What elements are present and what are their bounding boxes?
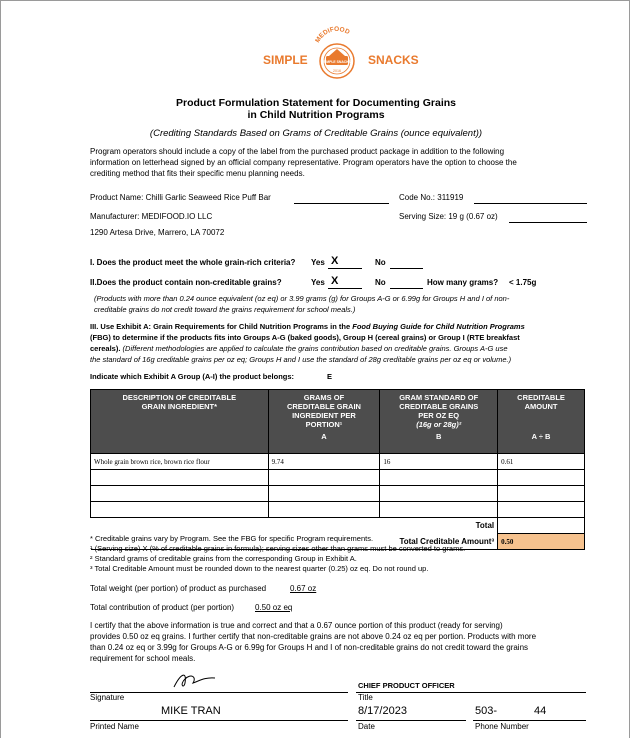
logo-arc-text: MEDIFOOD xyxy=(314,25,351,45)
code-no-field: Code No.: 311919 xyxy=(399,193,464,202)
phone-label: Phone Number xyxy=(475,722,529,731)
q2-how-many-label: How many grams? xyxy=(427,278,499,287)
title-line2: in Child Nutrition Programs xyxy=(247,109,385,121)
q1-no-label: No xyxy=(375,258,386,267)
footnote: ¹ (Serving size) X (% of creditable grains in formula); serving sizes other than grams must be converted to grams. xyxy=(90,544,466,553)
header-creditable-amount: CREDITABLE AMOUNT A ÷ B xyxy=(498,390,585,454)
table-row xyxy=(91,486,585,502)
title-line1: Product Formulation Statement for Documenting Grains xyxy=(175,97,457,109)
manufacturer-field: Manufacturer: MEDIFOOD.IO LLC xyxy=(90,212,213,221)
total-row xyxy=(91,518,585,534)
product-name-field: Product Name: Chilli Garlic Seaweed Rice Puff Bar xyxy=(90,193,271,202)
q3-line3: cereals). (Different methodologies are applied to calculate the grains contribution based on creditable grains. Groups A-G use xyxy=(90,344,508,353)
q1-label: I. Does the product meet the whole grain-rich criteria? xyxy=(90,258,296,267)
total-contribution-value: 0.50 oz eq xyxy=(255,603,293,612)
certify-line: I certify that the above information is true and correct and that a 0.67 ounce portion of this product (ready for serving) xyxy=(90,621,503,630)
q2-yes-mark: X xyxy=(331,275,339,287)
title-label: Title xyxy=(358,693,373,702)
footnote: * Creditable grains vary by Program. See the FBG for specific Program requirements. xyxy=(90,534,374,543)
q1-yes-label: Yes xyxy=(311,258,325,267)
header-gram-standard: GRAM STANDARD OF CREDITABLE GRAINS PER OZ EQ (16g or 28g)² B xyxy=(380,390,498,454)
total-weight-label: Total weight (per portion) of product as purchased xyxy=(90,584,267,593)
q3-line2: (FBG) to determine if the products fits into Groups A-G (baked goods), Group H (cereal grains) or Group I (RTE breakfast xyxy=(90,333,520,342)
logo-left-word: SIMPLE xyxy=(263,53,308,67)
phone-part2: 44 xyxy=(534,705,547,717)
table-row xyxy=(91,502,585,518)
grain-table xyxy=(90,389,585,550)
handwritten-signature-icon xyxy=(171,669,217,691)
q2-yes-label: Yes xyxy=(311,278,325,287)
total-contribution-label: Total contribution of product (per portion) xyxy=(90,603,235,612)
q2-label: II.Does the product contain non-creditable grains? xyxy=(90,278,282,287)
date-value: 8/17/2023 xyxy=(358,705,407,717)
indicate-group-value: E xyxy=(327,372,333,381)
q1-yes-mark: X xyxy=(331,255,339,267)
q2-note-line: (Products with more than 0.24 ounce equivalent (oz eq) or 3.99 grams (g) for Groups A-G or 6.99g for Groups H and I of non- xyxy=(94,294,510,303)
certify-line: provides 0.50 oz eq grains. I further certify that non-creditable grains are not above 0.24 oz eq per portion. Products with more xyxy=(90,632,537,641)
logo-year: 2016 xyxy=(333,69,341,73)
medifood-logo-icon xyxy=(309,23,365,85)
total-creditable-value: 0.50 xyxy=(498,534,585,550)
intro-line: Program operators should include a copy of the label from the purchased product package in addition to the following xyxy=(90,147,505,156)
date-label: Date xyxy=(358,722,375,731)
logo-right-word: SNACKS xyxy=(368,53,419,67)
q2-no-label: No xyxy=(375,278,386,287)
total-label: Total xyxy=(91,518,498,534)
indicate-group-label: Indicate which Exhibit A Group (A-I) the product belongs: xyxy=(90,372,295,381)
total-creditable-label: Total Creditable Amount³ xyxy=(91,534,498,550)
total-weight-value: 0.67 oz xyxy=(290,584,317,593)
header-grams: GRAMS OF CREDITABLE GRAIN INGREDIENT PER PORTION¹ A xyxy=(268,390,380,454)
serving-size-field: Serving Size: 19 g (0.67 oz) xyxy=(399,212,498,221)
certify-line: requirement for school meals. xyxy=(90,654,196,663)
header-description: DESCRIPTION OF CREDITABLE GRAIN INGREDIENT* xyxy=(91,390,269,454)
signature-label: Signature xyxy=(90,693,125,702)
svg-text:MEDIFOOD xyxy=(314,26,351,44)
footnote: ³ Total Creditable Amount must be rounded down to the nearest quarter (0.25) oz eq. Do not round up. xyxy=(90,564,429,573)
q2-how-many-value: < 1.75g xyxy=(509,278,537,287)
phone-part1: 503- xyxy=(475,705,498,717)
table-row: Whole grain brown rice, brown rice flour 9.74 16 0.61 xyxy=(91,454,585,470)
footnote: ² Standard grams of creditable grains from the corresponding Group in Exhibit A. xyxy=(90,554,357,563)
table-header-row xyxy=(91,390,585,454)
q3-line4: the standard of 16g creditable grains per oz eq; Groups H and I use the standard of 28g creditable grains per oz eq or volume.) xyxy=(90,355,512,364)
subtitle: (Crediting Standards Based on Grams of Creditable Grains (ounce equivalent)) xyxy=(149,128,483,139)
printed-name-label: Printed Name xyxy=(90,722,139,731)
total-value xyxy=(498,518,585,534)
address-field: 1290 Artesa Drive, Marrero, LA 70072 xyxy=(90,228,225,237)
title-value: CHIEF PRODUCT OFFICER xyxy=(358,681,455,690)
logo-badge-text: SIMPLE SNACKS xyxy=(323,60,351,64)
table-row xyxy=(91,470,585,486)
q3-line1: III. Use Exhibit A: Grain Requirements for Child Nutrition Programs in the Food Buying Guide for Child Nutrition Programs xyxy=(90,322,525,331)
printed-name-value: MIKE TRAN xyxy=(161,705,221,717)
certify-line: than 0.24 oz eq or 3.99g for Groups A-G or 6.99g for Groups H and I of non-creditable grains do not credit toward the grains xyxy=(90,643,529,652)
intro-line: information on letterhead signed by an official company representative. Program operators have the option to choose the xyxy=(90,158,517,167)
q2-note-line: creditable grains do not credit toward the grains requirement for school meals.) xyxy=(94,305,356,314)
intro-line: crediting method that fits their specific menu planning needs. xyxy=(90,169,305,178)
